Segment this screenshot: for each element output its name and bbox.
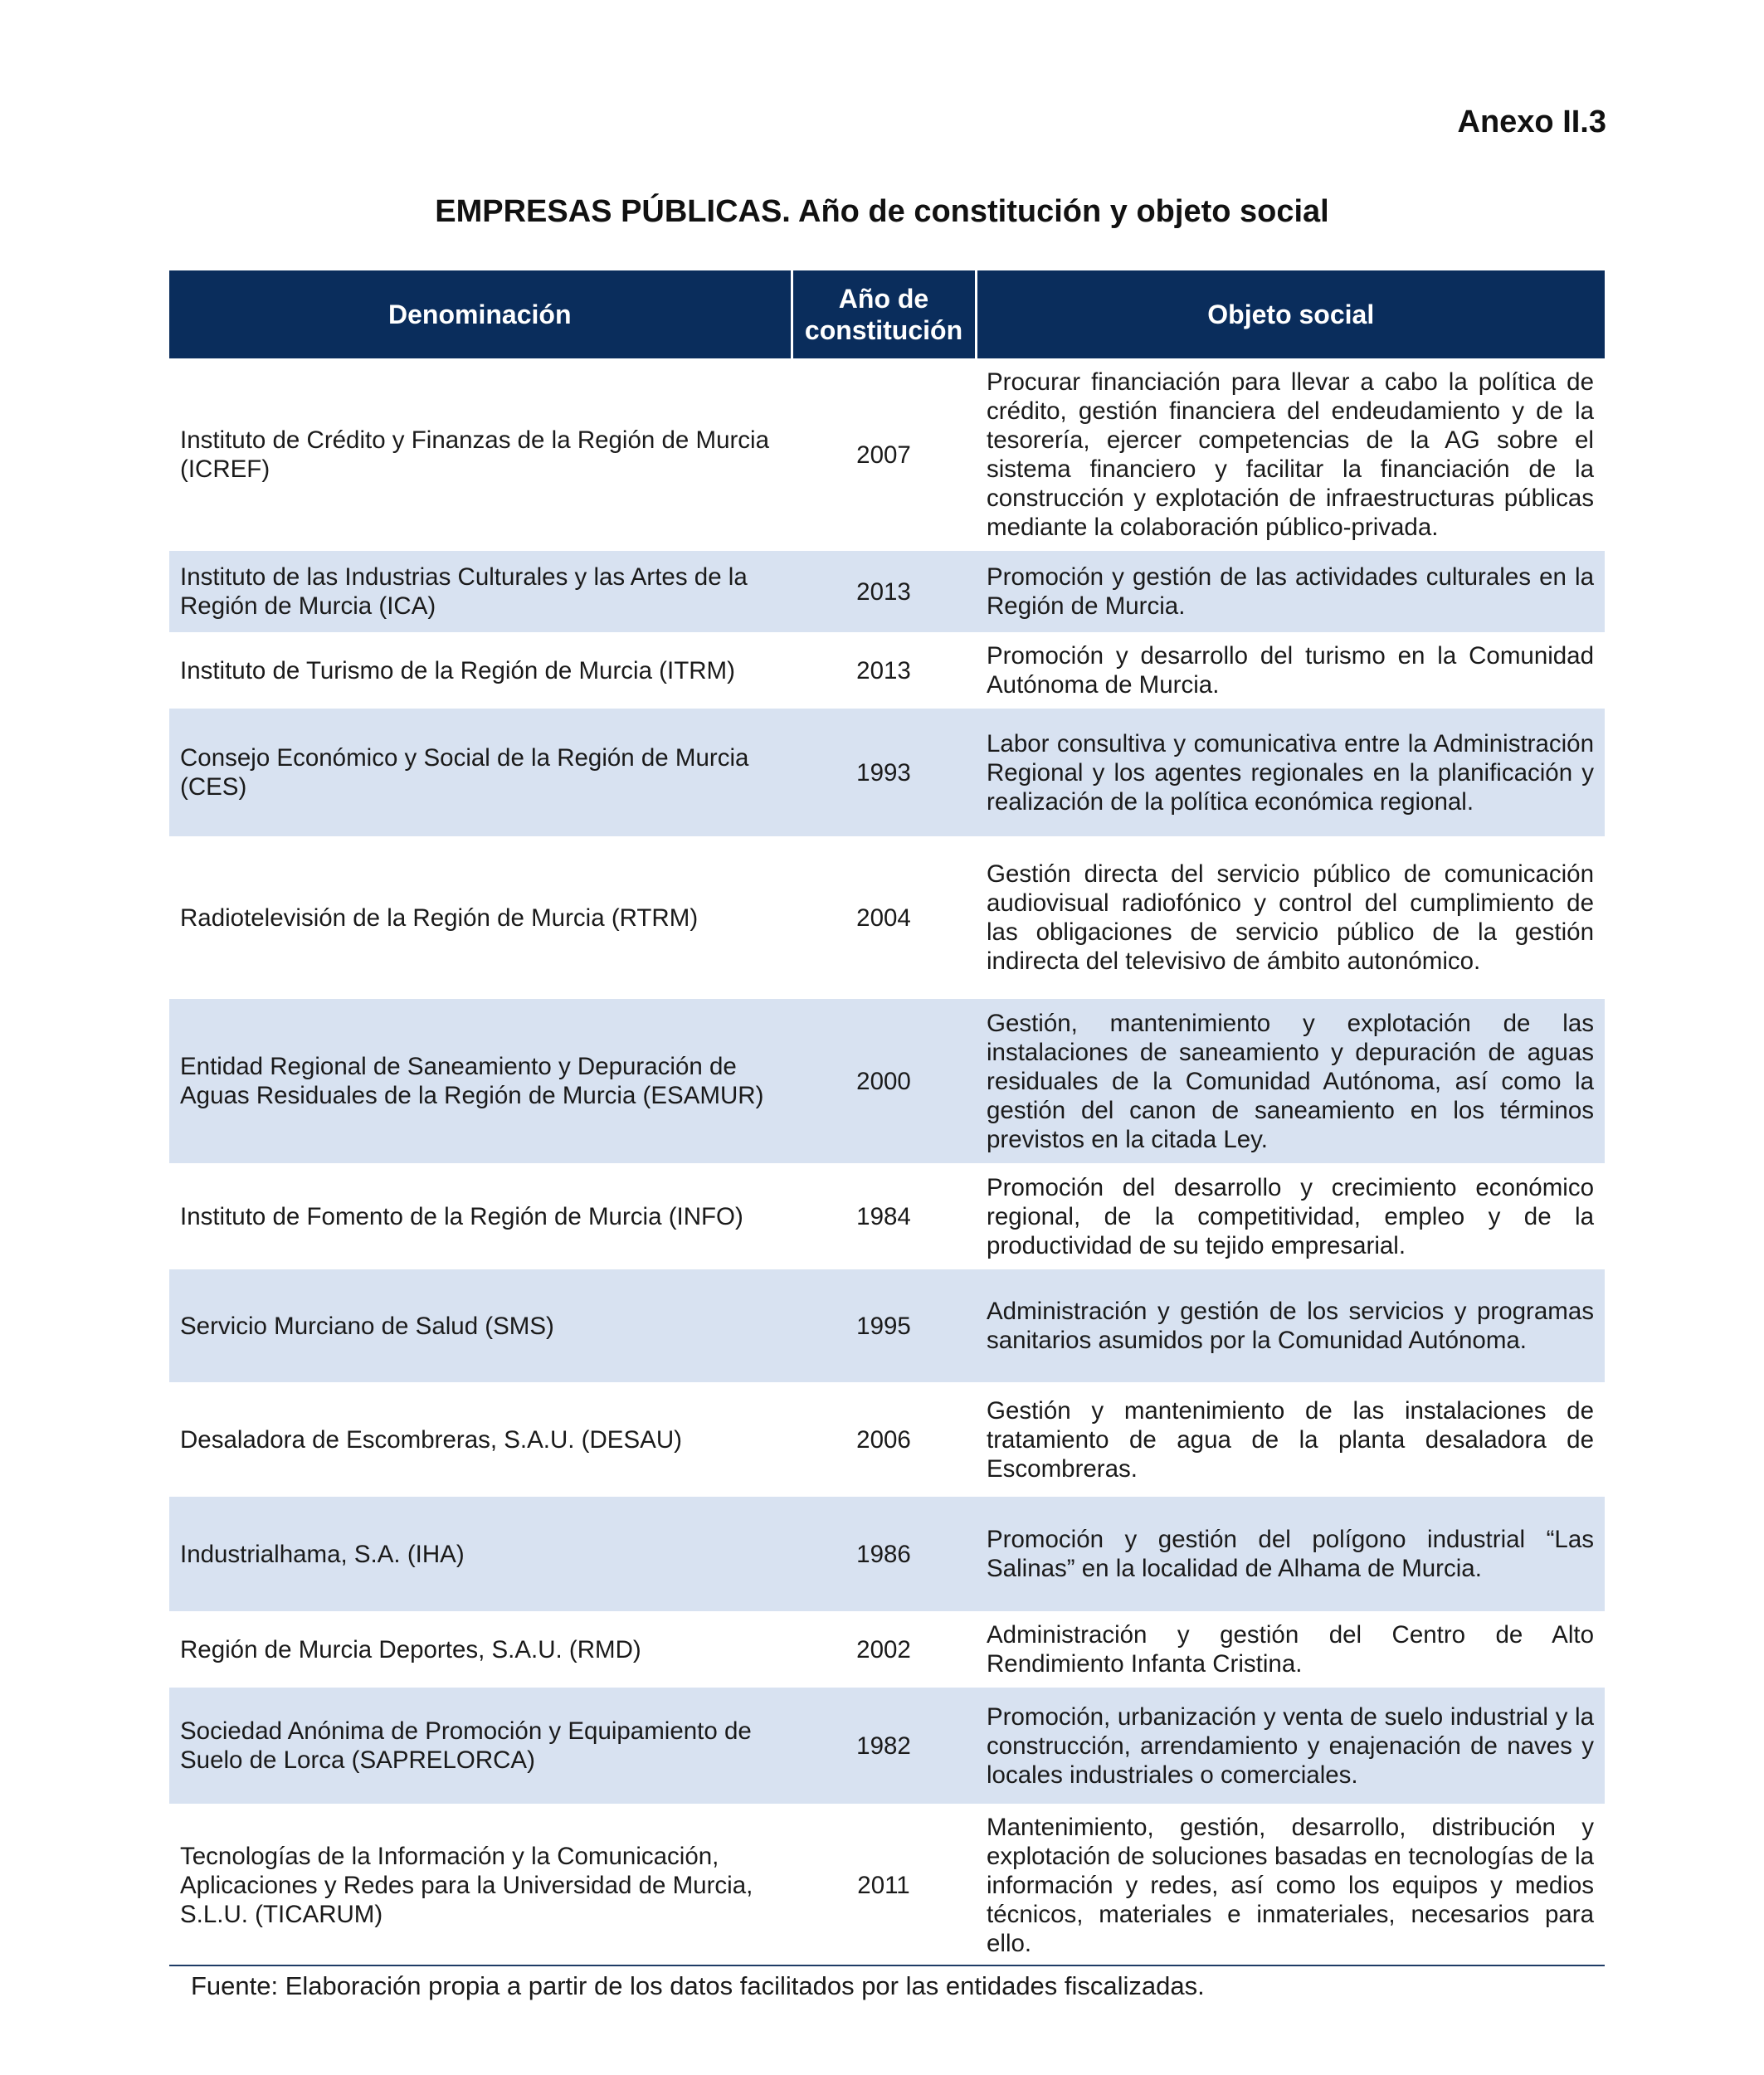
cell-year: 2013 (856, 656, 911, 684)
table-row (169, 1163, 1605, 1269)
cell-purpose: Mantenimiento, gestión, desarrollo, distribución y explotación de soluciones basadas en tecnologías de la información y redes, así como los equipos y medios técnicos, materiales e inmateriales, necesarios para ello. (987, 1813, 1594, 1957)
cell-name: Región de Murcia Deportes, S.A.U. (RMD) (180, 1635, 641, 1663)
cell-year: 2000 (792, 999, 976, 1163)
cell-name: Instituto de las Industrias Culturales y las Artes de la Región de Murcia (ICA) (169, 551, 792, 632)
cell-name: Radiotelevisión de la Región de Murcia (RTRM) (180, 904, 699, 932)
cell-purpose: Gestión y mantenimiento de las instalaciones de tratamiento de agua de la planta desaladora de Escombreras. (987, 1396, 1594, 1483)
cell-purpose: Promoción y gestión del polígono industrial “Las Salinas” en la localidad de Alhama de Murcia. (976, 1497, 1605, 1611)
source-note: Fuente: Elaboración propia a partir de los datos facilitados por las entidades fiscalizadas. (191, 1971, 1205, 2000)
cell-name: Instituto de Turismo de la Región de Murcia (ITRM) (180, 656, 735, 684)
cell-purpose: Administración y gestión del Centro de Alto Rendimiento Infanta Cristina. (987, 1621, 1594, 1678)
cell-name: Entidad Regional de Saneamiento y Depuración de Aguas Residuales de la Región de Murcia (ESAMUR) (169, 999, 792, 1163)
cell-purpose: Procurar financiación para llevar a cabo la política de crédito, gestión financiera del endeudamiento y de la tesorería, ejercer competencias de la AG sobre el sistema financiero y facilitar la financiación de la construcción y explotación de infraestructuras públicas mediante la colaboración público-privada. (987, 368, 1594, 541)
cell-purpose: Promoción del desarrollo y crecimiento económico regional, de la competitividad, empleo y de la productividad de su tejido empresarial. (987, 1173, 1594, 1259)
cell-year: 2007 (856, 441, 911, 469)
table-row (169, 1611, 1605, 1688)
table-row (169, 999, 1605, 1163)
cell-purpose: Promoción, urbanización y venta de suelo industrial y la construcción, arrendamiento y enajenación de naves y locales industriales o comerciales. (976, 1688, 1605, 1804)
cell-year: 1993 (792, 709, 976, 836)
page-title: EMPRESAS PÚBLICAS. Año de constitución y objeto social (435, 194, 1329, 229)
table-row (169, 358, 1605, 551)
cell-name: Tecnologías de la Información y la Comunicación, Aplicaciones y Redes para la Universidad de Murcia, S.L.U. (TICARUM) (180, 1842, 753, 1928)
table-row (169, 1382, 1605, 1497)
table-row (169, 836, 1605, 999)
cell-year: 2011 (857, 1871, 910, 1899)
cell-purpose: Labor consultiva y comunicativa entre la Administración Regional y los agentes regionales en la planificación y realización de la política económica regional. (976, 709, 1605, 836)
cell-purpose: Gestión, mantenimiento y explotación de las instalaciones de saneamiento y depuración de aguas residuales de la Comunidad Autónoma, así como la gestión del canon de saneamiento en los términos previstos en la citada Ley. (976, 999, 1605, 1163)
table-bottom-rule (169, 1965, 1605, 1966)
cell-year: 1984 (856, 1202, 911, 1230)
cell-year: 2002 (856, 1635, 911, 1663)
cell-name: Desaladora de Escombreras, S.A.U. (DESAU) (180, 1425, 682, 1454)
col-header-ano: Año de constitución (792, 270, 976, 358)
table-header-row (169, 270, 1605, 358)
companies-table (169, 270, 1605, 1966)
cell-name: Sociedad Anónima de Promoción y Equipamiento de Suelo de Lorca (SAPRELORCA) (169, 1688, 792, 1804)
table-row (169, 1269, 1605, 1382)
cell-name: Instituto de Fomento de la Región de Murcia (INFO) (180, 1202, 743, 1230)
table-row (169, 1804, 1605, 1966)
table-row (169, 709, 1605, 836)
table-row (169, 632, 1605, 709)
annex-label: Anexo II.3 (1457, 105, 1606, 139)
table-row (169, 1497, 1605, 1611)
table-row (169, 551, 1605, 632)
cell-year: 1995 (792, 1269, 976, 1382)
col-header-objeto: Objeto social (976, 270, 1605, 358)
cell-name: Instituto de Crédito y Finanzas de la Región de Murcia (ICREF) (180, 426, 770, 483)
cell-name: Consejo Económico y Social de la Región de Murcia (CES) (169, 709, 792, 836)
cell-purpose: Gestión directa del servicio público de comunicación audiovisual radiofónico y control del cumplimiento de las obligaciones de servicio público de la gestión indirecta del televisivo de ámbito autonómico. (987, 860, 1594, 975)
cell-purpose: Administración y gestión de los servicios y programas sanitarios asumidos por la Comunidad Autónoma. (976, 1269, 1605, 1382)
cell-purpose: Promoción y gestión de las actividades culturales en la Región de Murcia. (976, 551, 1605, 632)
table-row (169, 1688, 1605, 1804)
cell-name: Industrialhama, S.A. (IHA) (169, 1497, 792, 1611)
cell-year: 1986 (792, 1497, 976, 1611)
col-header-denominacion: Denominación (169, 270, 792, 358)
cell-year: 2006 (856, 1425, 911, 1454)
cell-year: 1982 (792, 1688, 976, 1804)
cell-year: 2013 (792, 551, 976, 632)
cell-year: 2004 (856, 904, 911, 932)
cell-name: Servicio Murciano de Salud (SMS) (169, 1269, 792, 1382)
cell-purpose: Promoción y desarrollo del turismo en la Comunidad Autónoma de Murcia. (987, 642, 1594, 699)
